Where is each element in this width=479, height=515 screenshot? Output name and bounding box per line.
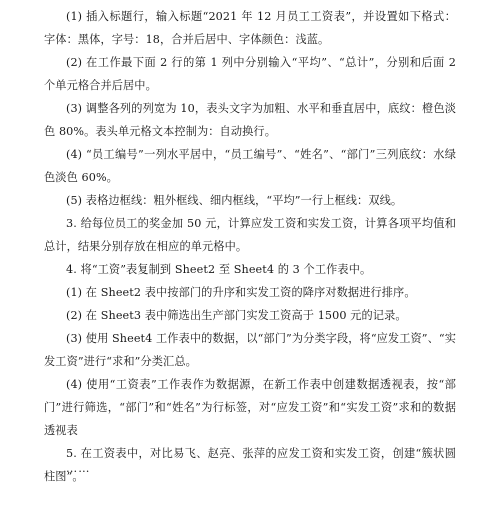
paragraph-4: (4) “员工编号”一列水平居中，“员工编号”、“姓名”、“部门”三列底纹：水绿色淡色 60%。 <box>44 148 456 184</box>
paragraph-12: 5. 在工资表中，对比易飞、赵亮、张萍的应发工资和实发工资，创建“簇状圆柱图”。 <box>44 447 456 483</box>
paragraph-11: (4) 使用“工资表”工作表作为数据源，在新工作表中创建数据透视表，按“部门”进行筛选，“部门”和“姓名”为行标签，对“应发工资”和“实发工资”求和的数据透视表 <box>44 378 456 437</box>
paragraph-8: (1) 在 Sheet2 表中按部门的升序和实发工资的降序对数据进行排序。 <box>66 286 416 299</box>
paragraph-5: (5) 表格边框线：粗外框线、细内框线，“平均”一行上框线：双线。 <box>66 194 403 207</box>
paragraph-6: 3. 给每位员工的奖金加 50 元，计算应发工资和实发工资，计算各项平均值和总计，结果分别存放在相应的单元格中。 <box>44 217 456 253</box>
paragraph-10: (3) 使用 Sheet4 工作表中的数据，以“部门”为分类字段，将“应发工资”、“实发工资”进行“求和”分类汇总。 <box>44 332 457 368</box>
paragraph-1: (1) 插入标题行，输入标题“2021 年 12 月员工工资表”，并设置如下格式：字体：黑体，字号：18，合并后居中、字体颜色：浅蓝。 <box>44 10 456 46</box>
paragraph-9: (2) 在 Sheet3 表中筛选出生产部门实发工资高于 1500 元的记录。 <box>66 309 407 322</box>
ellipsis: …… <box>66 462 91 475</box>
paragraph-7: 4. 将“工资”表复制到 Sheet2 至 Sheet4 的 3 个工作表中。 <box>66 263 372 276</box>
paragraph-3: (3) 调整各列的列宽为 10，表头文字为加粗、水平和垂直居中，底纹：橙色淡色 80%。表头单元格文本控制为：自动换行。 <box>44 102 456 138</box>
paragraph-2: (2) 在工作最下面 2 行的第 1 列中分别输入“平均”、“总计”，分别和后面 2 个单元格合并后居中。 <box>44 56 456 92</box>
